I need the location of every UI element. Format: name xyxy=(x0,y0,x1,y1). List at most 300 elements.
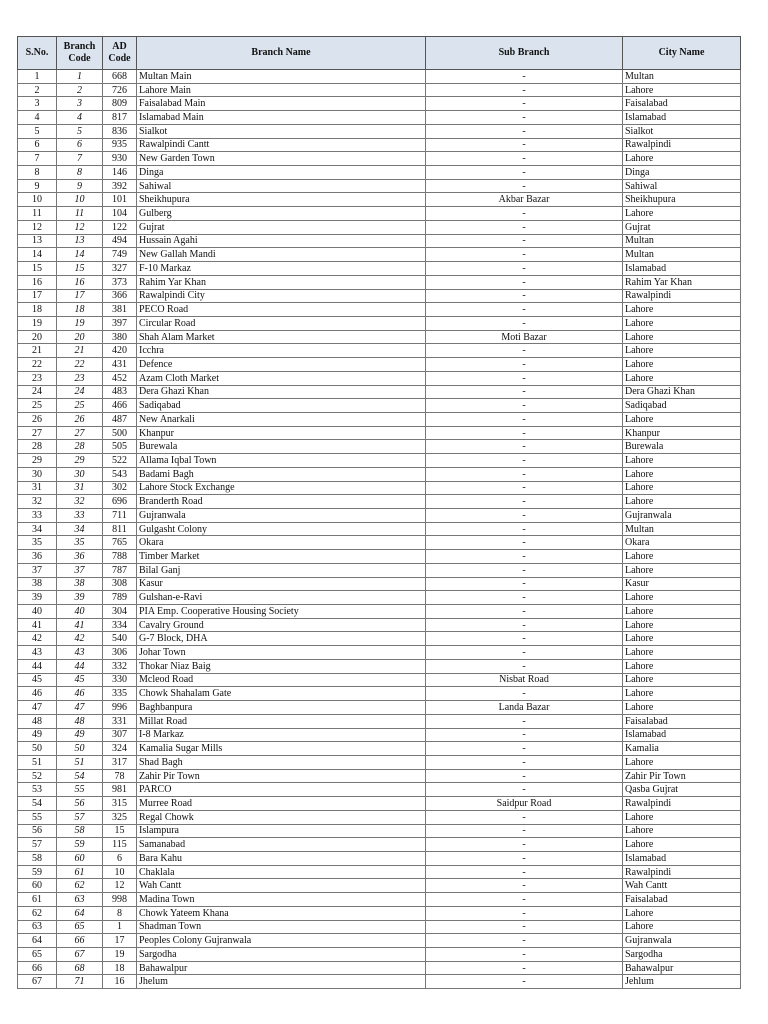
cell-city-name: Lahore xyxy=(623,605,741,619)
cell-sno: 11 xyxy=(18,207,57,221)
cell-sub-branch: - xyxy=(426,948,623,962)
table-row xyxy=(18,399,741,413)
cell-sno: 3 xyxy=(18,97,57,111)
header-sub-branch: Sub Branch xyxy=(426,37,623,70)
cell-ad-code: 420 xyxy=(103,344,137,358)
cell-branch-code: 35 xyxy=(57,536,103,550)
cell-ad-code: 12 xyxy=(103,879,137,893)
branch-list-table xyxy=(17,36,741,989)
table-row xyxy=(18,687,741,701)
cell-sub-branch: - xyxy=(426,97,623,111)
cell-sub-branch: - xyxy=(426,399,623,413)
cell-sno: 9 xyxy=(18,179,57,193)
cell-branch-name: Shad Bagh xyxy=(137,755,426,769)
cell-city-name: Lahore xyxy=(623,358,741,372)
cell-ad-code: 483 xyxy=(103,385,137,399)
table-row xyxy=(18,262,741,276)
cell-sno: 47 xyxy=(18,701,57,715)
cell-city-name: Khanpur xyxy=(623,426,741,440)
cell-ad-code: 306 xyxy=(103,646,137,660)
cell-branch-code: 36 xyxy=(57,550,103,564)
table-row xyxy=(18,509,741,523)
cell-branch-name: Khanpur xyxy=(137,426,426,440)
cell-branch-code: 54 xyxy=(57,769,103,783)
cell-ad-code: 308 xyxy=(103,577,137,591)
cell-city-name: Rawalpindi xyxy=(623,289,741,303)
cell-branch-code: 25 xyxy=(57,399,103,413)
cell-branch-name: New Garden Town xyxy=(137,152,426,166)
cell-branch-name: Sheikhupura xyxy=(137,193,426,207)
cell-branch-code: 7 xyxy=(57,152,103,166)
cell-ad-code: 334 xyxy=(103,618,137,632)
cell-branch-code: 42 xyxy=(57,632,103,646)
cell-branch-name: Chowk Yateem Khana xyxy=(137,906,426,920)
table-row xyxy=(18,275,741,289)
cell-city-name: Lahore xyxy=(623,673,741,687)
header-branch-name: Branch Name xyxy=(137,37,426,70)
cell-city-name: Islamabad xyxy=(623,262,741,276)
table-row xyxy=(18,152,741,166)
cell-ad-code: 324 xyxy=(103,742,137,756)
cell-sno: 63 xyxy=(18,920,57,934)
header-row xyxy=(18,37,741,70)
table-row xyxy=(18,207,741,221)
cell-branch-name: Kasur xyxy=(137,577,426,591)
cell-ad-code: 325 xyxy=(103,810,137,824)
cell-sub-branch: - xyxy=(426,303,623,317)
cell-sub-branch: - xyxy=(426,371,623,385)
cell-branch-code: 28 xyxy=(57,440,103,454)
cell-ad-code: 765 xyxy=(103,536,137,550)
table-row xyxy=(18,330,741,344)
cell-sno: 12 xyxy=(18,220,57,234)
cell-sub-branch: - xyxy=(426,646,623,660)
cell-sub-branch: - xyxy=(426,975,623,989)
table-row xyxy=(18,83,741,97)
cell-city-name: Islamabad xyxy=(623,728,741,742)
cell-branch-name: Gulgasht Colony xyxy=(137,522,426,536)
cell-city-name: Lahore xyxy=(623,412,741,426)
table-row xyxy=(18,577,741,591)
cell-city-name: Lahore xyxy=(623,659,741,673)
cell-sno: 6 xyxy=(18,138,57,152)
cell-sno: 41 xyxy=(18,618,57,632)
cell-sub-branch: - xyxy=(426,879,623,893)
table-body xyxy=(18,70,741,989)
cell-city-name: Lahore xyxy=(623,495,741,509)
table-row xyxy=(18,70,741,84)
cell-sno: 30 xyxy=(18,467,57,481)
cell-branch-code: 60 xyxy=(57,851,103,865)
table-row xyxy=(18,193,741,207)
cell-branch-code: 34 xyxy=(57,522,103,536)
cell-ad-code: 452 xyxy=(103,371,137,385)
cell-branch-code: 65 xyxy=(57,920,103,934)
cell-sno: 49 xyxy=(18,728,57,742)
cell-branch-code: 22 xyxy=(57,358,103,372)
cell-branch-code: 44 xyxy=(57,659,103,673)
table-row xyxy=(18,234,741,248)
cell-sno: 16 xyxy=(18,275,57,289)
cell-city-name: Lahore xyxy=(623,152,741,166)
cell-sub-branch: - xyxy=(426,248,623,262)
table-row xyxy=(18,303,741,317)
cell-sub-branch: - xyxy=(426,769,623,783)
table-row xyxy=(18,97,741,111)
cell-branch-code: 56 xyxy=(57,797,103,811)
cell-sno: 19 xyxy=(18,316,57,330)
cell-sub-branch: Saidpur Road xyxy=(426,797,623,811)
cell-ad-code: 981 xyxy=(103,783,137,797)
cell-city-name: Lahore xyxy=(623,646,741,660)
cell-sno: 10 xyxy=(18,193,57,207)
cell-sub-branch: - xyxy=(426,577,623,591)
cell-branch-name: Sargodha xyxy=(137,948,426,962)
cell-branch-name: Sialkot xyxy=(137,124,426,138)
cell-sno: 57 xyxy=(18,838,57,852)
cell-sno: 53 xyxy=(18,783,57,797)
table-row xyxy=(18,797,741,811)
cell-sub-branch: - xyxy=(426,509,623,523)
cell-city-name: Faisalabad xyxy=(623,893,741,907)
table-row xyxy=(18,111,741,125)
cell-branch-name: Shadman Town xyxy=(137,920,426,934)
cell-sub-branch: - xyxy=(426,358,623,372)
cell-branch-name: Rawalpindi Cantt xyxy=(137,138,426,152)
cell-branch-name: Shah Alam Market xyxy=(137,330,426,344)
cell-sno: 31 xyxy=(18,481,57,495)
cell-ad-code: 380 xyxy=(103,330,137,344)
table-row xyxy=(18,344,741,358)
cell-sub-branch: - xyxy=(426,426,623,440)
cell-branch-code: 12 xyxy=(57,220,103,234)
cell-sub-branch: - xyxy=(426,111,623,125)
cell-sno: 64 xyxy=(18,934,57,948)
cell-ad-code: 749 xyxy=(103,248,137,262)
cell-sub-branch: - xyxy=(426,412,623,426)
cell-sub-branch: Moti Bazar xyxy=(426,330,623,344)
cell-sno: 35 xyxy=(18,536,57,550)
table-row xyxy=(18,632,741,646)
cell-sno: 20 xyxy=(18,330,57,344)
cell-ad-code: 366 xyxy=(103,289,137,303)
cell-ad-code: 996 xyxy=(103,701,137,715)
table-row xyxy=(18,961,741,975)
cell-sub-branch: - xyxy=(426,824,623,838)
cell-city-name: Lahore xyxy=(623,906,741,920)
cell-city-name: Lahore xyxy=(623,83,741,97)
cell-sub-branch: - xyxy=(426,124,623,138)
cell-city-name: Faisalabad xyxy=(623,714,741,728)
table-row xyxy=(18,742,741,756)
cell-branch-name: Cavalry Ground xyxy=(137,618,426,632)
header-city-name: City Name xyxy=(623,37,741,70)
cell-sub-branch: - xyxy=(426,865,623,879)
table-row xyxy=(18,714,741,728)
cell-branch-code: 49 xyxy=(57,728,103,742)
table-row xyxy=(18,563,741,577)
cell-ad-code: 19 xyxy=(103,948,137,962)
cell-branch-code: 17 xyxy=(57,289,103,303)
cell-branch-code: 15 xyxy=(57,262,103,276)
cell-branch-code: 40 xyxy=(57,605,103,619)
cell-ad-code: 307 xyxy=(103,728,137,742)
cell-branch-name: Allama Iqbal Town xyxy=(137,454,426,468)
cell-sub-branch: - xyxy=(426,495,623,509)
cell-city-name: Sheikhupura xyxy=(623,193,741,207)
cell-branch-code: 50 xyxy=(57,742,103,756)
cell-sub-branch: - xyxy=(426,618,623,632)
cell-city-name: Gujranwala xyxy=(623,509,741,523)
cell-branch-name: Circular Road xyxy=(137,316,426,330)
cell-city-name: Rawalpindi xyxy=(623,865,741,879)
header-ad-code: AD Code xyxy=(103,37,137,70)
cell-sno: 58 xyxy=(18,851,57,865)
table-row xyxy=(18,481,741,495)
cell-branch-name: Sahiwal xyxy=(137,179,426,193)
cell-sub-branch: - xyxy=(426,906,623,920)
cell-city-name: Sargodha xyxy=(623,948,741,962)
cell-branch-code: 59 xyxy=(57,838,103,852)
cell-ad-code: 540 xyxy=(103,632,137,646)
cell-branch-code: 63 xyxy=(57,893,103,907)
cell-sub-branch: - xyxy=(426,275,623,289)
cell-ad-code: 78 xyxy=(103,769,137,783)
cell-ad-code: 10 xyxy=(103,865,137,879)
cell-branch-code: 33 xyxy=(57,509,103,523)
cell-ad-code: 935 xyxy=(103,138,137,152)
cell-sub-branch: - xyxy=(426,152,623,166)
cell-ad-code: 18 xyxy=(103,961,137,975)
cell-sno: 51 xyxy=(18,755,57,769)
cell-branch-code: 57 xyxy=(57,810,103,824)
cell-city-name: Jehlum xyxy=(623,975,741,989)
cell-city-name: Rawalpindi xyxy=(623,797,741,811)
cell-city-name: Sahiwal xyxy=(623,179,741,193)
table-row xyxy=(18,220,741,234)
cell-branch-code: 14 xyxy=(57,248,103,262)
table-row xyxy=(18,838,741,852)
cell-branch-name: PARCO xyxy=(137,783,426,797)
cell-city-name: Lahore xyxy=(623,467,741,481)
cell-sno: 56 xyxy=(18,824,57,838)
table-row xyxy=(18,358,741,372)
cell-ad-code: 335 xyxy=(103,687,137,701)
table-row xyxy=(18,865,741,879)
cell-sno: 18 xyxy=(18,303,57,317)
cell-sub-branch: - xyxy=(426,70,623,84)
cell-sub-branch: - xyxy=(426,83,623,97)
cell-branch-code: 31 xyxy=(57,481,103,495)
cell-branch-code: 37 xyxy=(57,563,103,577)
cell-ad-code: 787 xyxy=(103,563,137,577)
cell-sub-branch: - xyxy=(426,550,623,564)
table-header xyxy=(18,37,741,70)
cell-sub-branch: - xyxy=(426,316,623,330)
cell-branch-code: 29 xyxy=(57,454,103,468)
table-row xyxy=(18,701,741,715)
cell-branch-code: 39 xyxy=(57,591,103,605)
cell-branch-name: Kamalia Sugar Mills xyxy=(137,742,426,756)
cell-city-name: Rawalpindi xyxy=(623,138,741,152)
cell-branch-name: Jhelum xyxy=(137,975,426,989)
table-row xyxy=(18,426,741,440)
cell-sub-branch: - xyxy=(426,742,623,756)
cell-branch-name: Regal Chowk xyxy=(137,810,426,824)
cell-ad-code: 302 xyxy=(103,481,137,495)
cell-city-name: Zahir Pir Town xyxy=(623,769,741,783)
cell-sub-branch: - xyxy=(426,728,623,742)
cell-branch-name: Madina Town xyxy=(137,893,426,907)
table-row xyxy=(18,371,741,385)
cell-city-name: Sialkot xyxy=(623,124,741,138)
cell-branch-name: Multan Main xyxy=(137,70,426,84)
table-row xyxy=(18,783,741,797)
table-row xyxy=(18,124,741,138)
cell-branch-name: PIA Emp. Cooperative Housing Society xyxy=(137,605,426,619)
table-row xyxy=(18,495,741,509)
cell-sno: 22 xyxy=(18,358,57,372)
cell-branch-code: 3 xyxy=(57,97,103,111)
cell-sno: 27 xyxy=(18,426,57,440)
cell-branch-name: Zahir Pir Town xyxy=(137,769,426,783)
cell-sub-branch: - xyxy=(426,179,623,193)
table-row xyxy=(18,948,741,962)
cell-sno: 5 xyxy=(18,124,57,138)
cell-branch-name: Baghbanpura xyxy=(137,701,426,715)
cell-city-name: Gujranwala xyxy=(623,934,741,948)
cell-branch-name: F-10 Markaz xyxy=(137,262,426,276)
cell-city-name: Lahore xyxy=(623,824,741,838)
cell-sub-branch: - xyxy=(426,467,623,481)
table-row xyxy=(18,440,741,454)
cell-city-name: Lahore xyxy=(623,371,741,385)
cell-sno: 21 xyxy=(18,344,57,358)
cell-ad-code: 317 xyxy=(103,755,137,769)
table-row xyxy=(18,934,741,948)
cell-city-name: Multan xyxy=(623,522,741,536)
cell-branch-name: New Gallah Mandi xyxy=(137,248,426,262)
cell-ad-code: 16 xyxy=(103,975,137,989)
cell-city-name: Lahore xyxy=(623,481,741,495)
table-row xyxy=(18,454,741,468)
cell-branch-name: Bahawalpur xyxy=(137,961,426,975)
cell-city-name: Sadiqabad xyxy=(623,399,741,413)
cell-branch-code: 62 xyxy=(57,879,103,893)
table-row xyxy=(18,316,741,330)
cell-ad-code: 726 xyxy=(103,83,137,97)
cell-city-name: Wah Cantt xyxy=(623,879,741,893)
cell-ad-code: 809 xyxy=(103,97,137,111)
cell-branch-name: Mcleod Road xyxy=(137,673,426,687)
table-row xyxy=(18,920,741,934)
cell-sno: 28 xyxy=(18,440,57,454)
cell-sub-branch: - xyxy=(426,851,623,865)
cell-city-name: Lahore xyxy=(623,687,741,701)
cell-branch-name: Thokar Niaz Baig xyxy=(137,659,426,673)
cell-city-name: Okara xyxy=(623,536,741,550)
cell-sub-branch: - xyxy=(426,234,623,248)
cell-branch-name: G-7 Block, DHA xyxy=(137,632,426,646)
cell-branch-code: 8 xyxy=(57,166,103,180)
cell-sno: 24 xyxy=(18,385,57,399)
cell-ad-code: 381 xyxy=(103,303,137,317)
cell-ad-code: 811 xyxy=(103,522,137,536)
cell-ad-code: 836 xyxy=(103,124,137,138)
cell-sno: 4 xyxy=(18,111,57,125)
cell-branch-code: 32 xyxy=(57,495,103,509)
cell-sno: 8 xyxy=(18,166,57,180)
cell-branch-code: 43 xyxy=(57,646,103,660)
table-row xyxy=(18,179,741,193)
cell-sub-branch: - xyxy=(426,563,623,577)
cell-sno: 29 xyxy=(18,454,57,468)
cell-branch-code: 27 xyxy=(57,426,103,440)
cell-branch-name: Sadiqabad xyxy=(137,399,426,413)
table-row xyxy=(18,138,741,152)
cell-ad-code: 101 xyxy=(103,193,137,207)
cell-city-name: Islamabad xyxy=(623,851,741,865)
cell-sno: 38 xyxy=(18,577,57,591)
cell-branch-code: 18 xyxy=(57,303,103,317)
cell-branch-name: Johar Town xyxy=(137,646,426,660)
cell-branch-name: I-8 Markaz xyxy=(137,728,426,742)
cell-ad-code: 104 xyxy=(103,207,137,221)
cell-branch-name: Wah Cantt xyxy=(137,879,426,893)
cell-branch-code: 20 xyxy=(57,330,103,344)
table-row xyxy=(18,879,741,893)
cell-branch-name: Murree Road xyxy=(137,797,426,811)
cell-city-name: Burewala xyxy=(623,440,741,454)
cell-ad-code: 331 xyxy=(103,714,137,728)
cell-branch-code: 41 xyxy=(57,618,103,632)
cell-branch-code: 61 xyxy=(57,865,103,879)
cell-sno: 44 xyxy=(18,659,57,673)
cell-ad-code: 122 xyxy=(103,220,137,234)
cell-sub-branch: - xyxy=(426,536,623,550)
cell-branch-name: Defence xyxy=(137,358,426,372)
table-row xyxy=(18,659,741,673)
cell-city-name: Rahim Yar Khan xyxy=(623,275,741,289)
cell-branch-name: Rahim Yar Khan xyxy=(137,275,426,289)
cell-ad-code: 711 xyxy=(103,509,137,523)
cell-branch-name: Chowk Shahalam Gate xyxy=(137,687,426,701)
cell-sno: 52 xyxy=(18,769,57,783)
cell-branch-code: 11 xyxy=(57,207,103,221)
cell-branch-code: 66 xyxy=(57,934,103,948)
cell-ad-code: 487 xyxy=(103,412,137,426)
cell-branch-code: 47 xyxy=(57,701,103,715)
cell-sno: 13 xyxy=(18,234,57,248)
cell-sub-branch: Nisbat Road xyxy=(426,673,623,687)
cell-sub-branch: - xyxy=(426,714,623,728)
cell-city-name: Lahore xyxy=(623,618,741,632)
cell-sno: 45 xyxy=(18,673,57,687)
cell-ad-code: 668 xyxy=(103,70,137,84)
cell-branch-name: Islamabad Main xyxy=(137,111,426,125)
cell-sub-branch: - xyxy=(426,344,623,358)
cell-sno: 26 xyxy=(18,412,57,426)
table-row xyxy=(18,646,741,660)
cell-branch-name: Branderth Road xyxy=(137,495,426,509)
cell-city-name: Qasba Gujrat xyxy=(623,783,741,797)
cell-branch-name: Dinga xyxy=(137,166,426,180)
cell-sub-branch: - xyxy=(426,934,623,948)
cell-sno: 23 xyxy=(18,371,57,385)
cell-sub-branch: - xyxy=(426,220,623,234)
cell-sno: 15 xyxy=(18,262,57,276)
cell-ad-code: 494 xyxy=(103,234,137,248)
